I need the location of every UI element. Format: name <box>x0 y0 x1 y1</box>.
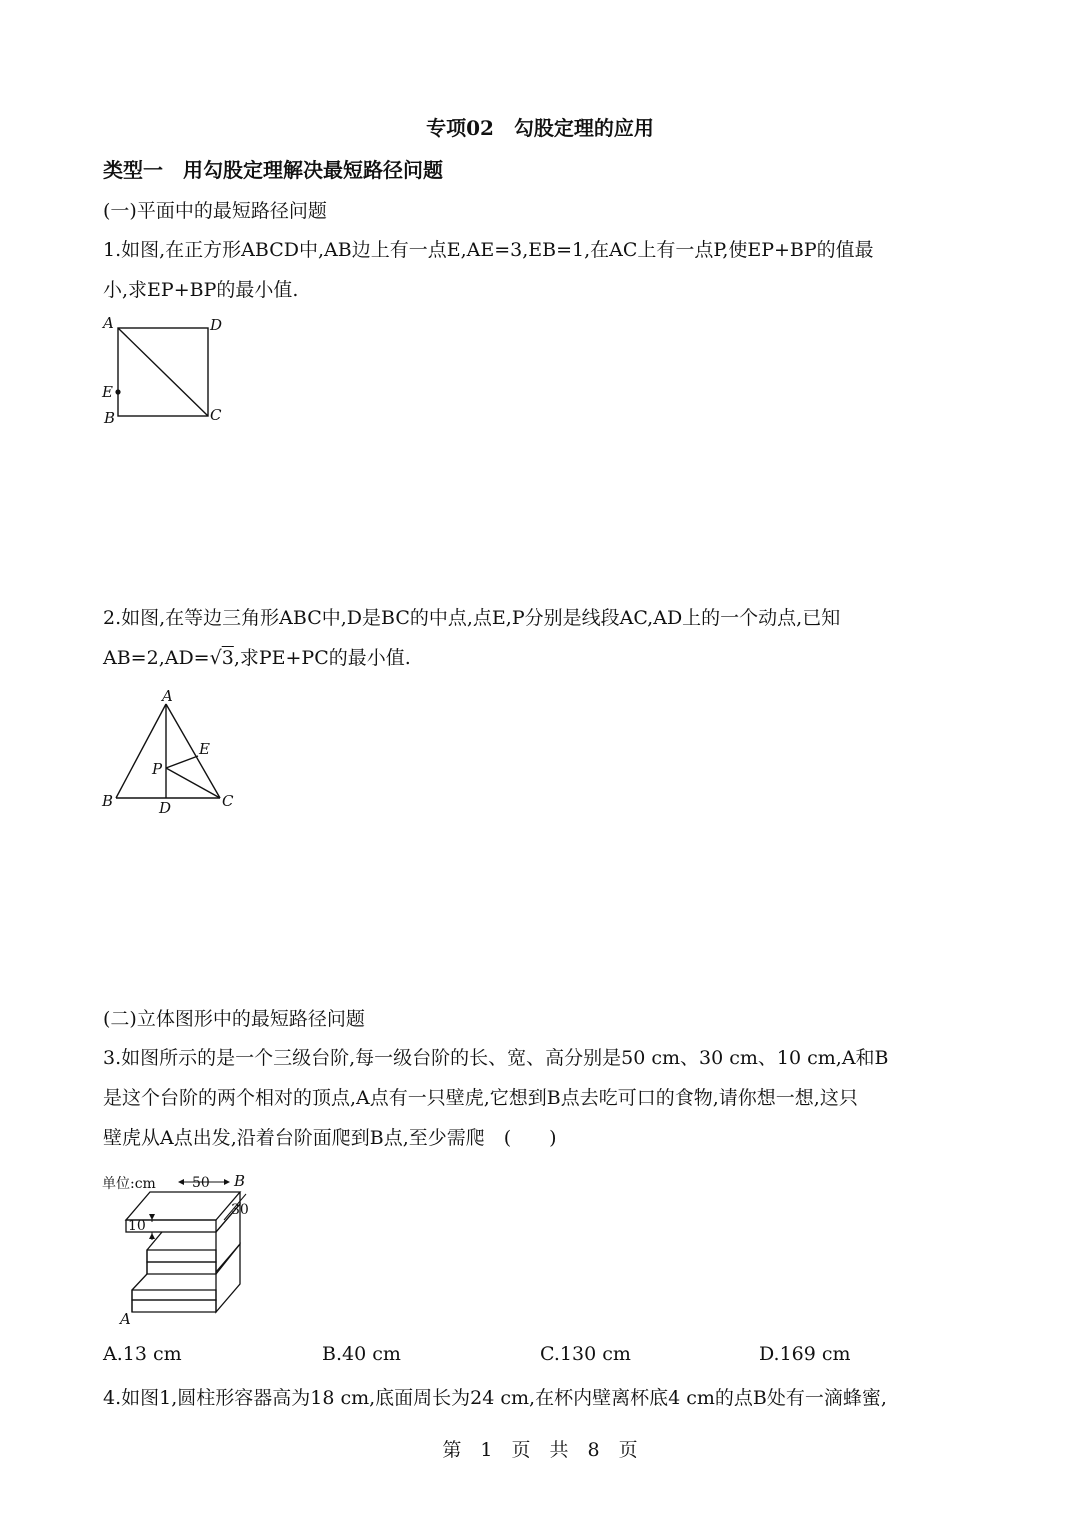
label-e: E <box>199 740 210 758</box>
height-label: 10 <box>128 1218 146 1234</box>
staircase-figure <box>100 1170 270 1330</box>
option-b: B.40 cm <box>322 1343 401 1365</box>
question-1-line-1: 1.如图,在正方形ABCD中,AB边上有一点E,AE=3,EB=1,在AC上有一点P,使EP+BP的值最 <box>103 239 874 261</box>
label-e: E <box>102 383 113 401</box>
label-c: C <box>222 792 234 810</box>
step-bottom-face <box>132 1290 216 1300</box>
question-4 <box>103 1378 983 1418</box>
label-c: C <box>210 406 222 424</box>
question-2 <box>103 598 983 678</box>
step-middle-riser <box>147 1262 216 1274</box>
length-label: 50 <box>192 1175 210 1191</box>
arrow-right-icon <box>224 1179 230 1185</box>
question-2-given-suffix: ,求PE+PC的最小值. <box>233 647 411 669</box>
sqrt-radicand: 3 <box>221 647 234 669</box>
step-middle-face <box>147 1250 216 1262</box>
point-e <box>115 389 120 394</box>
question-3 <box>103 1038 983 1158</box>
question-3-line-3: 壁虎从A点出发,沿着台阶面爬到B点,至少需爬 ( ) <box>103 1127 557 1149</box>
question-2-given-prefix: AB=2,AD=√ <box>103 647 222 669</box>
width-label: 30 <box>231 1202 249 1218</box>
question-3-line-2: 是这个台阶的两个相对的顶点,A点有一只壁虎,它想到B点去吃可口的食物,请你想一想,这只 <box>103 1087 858 1109</box>
label-a: A <box>120 1310 131 1328</box>
label-b: B <box>102 792 114 810</box>
question-2-line-2 <box>103 638 983 678</box>
question-1 <box>103 230 983 310</box>
label-d: D <box>159 799 172 817</box>
label-a: A <box>103 314 114 332</box>
unit-label: 单位:cm <box>102 1176 156 1192</box>
option-d: D.169 cm <box>759 1343 851 1365</box>
segment-pe <box>166 756 198 768</box>
arrow-down-icon <box>149 1214 155 1220</box>
arrow-left-icon <box>178 1179 184 1185</box>
triangle-figure <box>96 686 246 818</box>
subsection-heading-plane: (一)平面中的最短路径问题 <box>103 200 327 222</box>
square-figure <box>96 312 236 432</box>
question-1-line-2: 小,求EP+BP的最小值. <box>103 279 299 301</box>
page-footer: 第 1 页 共 8 页 <box>442 1439 638 1461</box>
page-title: 专项02 勾股定理的应用 <box>426 116 654 140</box>
label-a: A <box>162 687 173 705</box>
side-ac <box>166 704 220 798</box>
edge <box>147 1232 162 1250</box>
option-a: A.13 cm <box>103 1343 182 1365</box>
edge <box>132 1274 147 1290</box>
diagonal-ac <box>118 328 208 416</box>
arrow-up-icon <box>149 1233 155 1239</box>
label-p: P <box>152 760 163 778</box>
subsection-heading-solid: (二)立体图形中的最短路径问题 <box>103 1008 365 1030</box>
question-3-line-1: 3.如图所示的是一个三级台阶,每一级台阶的长、宽、高分别是50 cm、30 cm、10 cm,A和B <box>103 1047 889 1069</box>
question-2-line-1: 2.如图,在等边三角形ABC中,D是BC的中点,点E,P分别是线段AC,AD上的一个动点,已知 <box>103 607 841 629</box>
label-d: D <box>210 316 223 334</box>
step-bottom-riser <box>132 1300 216 1312</box>
question-4-line-1: 4.如图1,圆柱形容器高为18 cm,底面周长为24 cm,在杯内壁离杯底4 cm的点B处有一滴蜂蜜, <box>103 1387 887 1409</box>
option-c: C.130 cm <box>540 1343 631 1365</box>
label-b: B <box>104 409 116 427</box>
side-face <box>216 1244 240 1312</box>
label-b: B <box>234 1172 246 1190</box>
side-ab <box>116 704 166 798</box>
section-heading: 类型一 用勾股定理解决最短路径问题 <box>103 158 443 182</box>
step-top-face <box>126 1192 240 1220</box>
